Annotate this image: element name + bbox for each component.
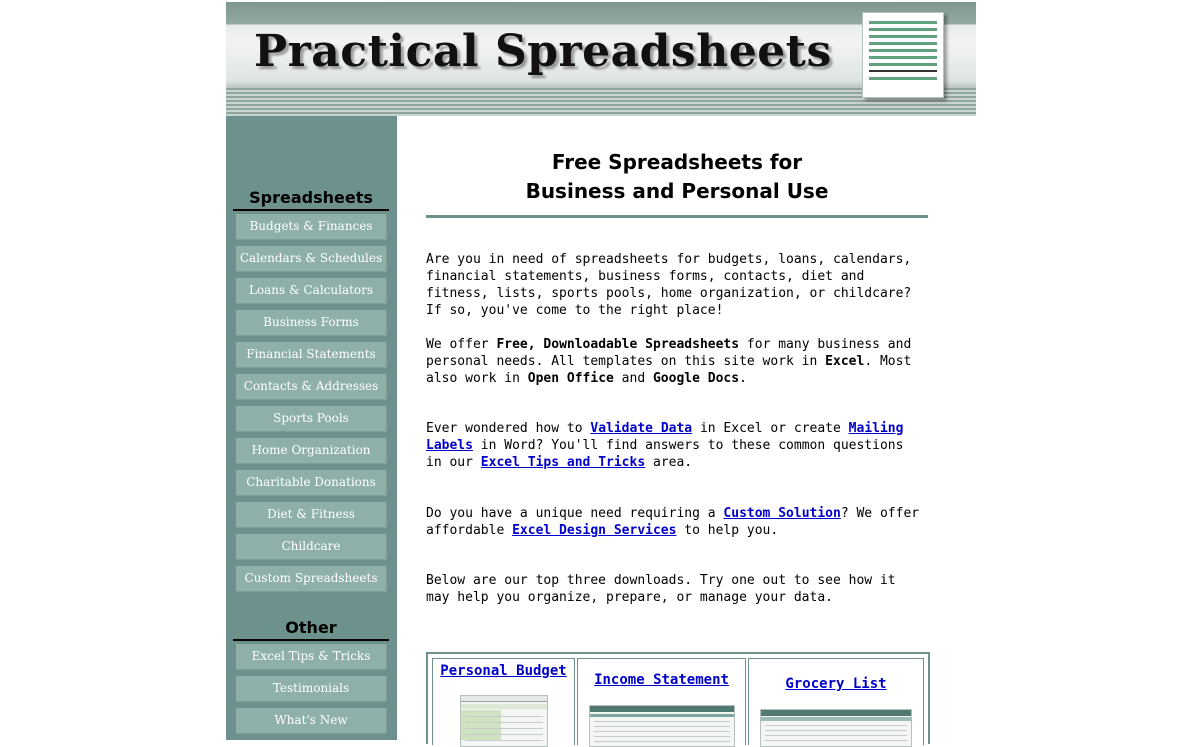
mailing-labels-link[interactable]: Mailing Labels — [426, 421, 904, 453]
downloads-paragraph: Below are our top three downloads. Try one out to see how it may help you organize, prepare, or manage your data. — [426, 573, 896, 605]
spreadsheet-logo-icon — [862, 12, 944, 98]
offer-bold-google-docs: Google Docs — [652, 371, 740, 386]
download-cell-income-statement — [577, 658, 746, 745]
page-title-line-2: Business and Personal Use — [525, 179, 829, 203]
sidebar-item-calendars-schedules[interactable]: Calendars & Schedules — [236, 246, 387, 272]
sidebar-item-testimonials[interactable]: Testimonials — [236, 676, 387, 702]
offer-bold-open-office: Open Office — [527, 371, 614, 386]
sidebar-item-contacts-addresses[interactable]: Contacts & Addresses — [236, 374, 387, 400]
site-header — [226, 2, 976, 116]
sidebar-nav — [226, 116, 397, 740]
offer-bold-free-downloadable: Free, Downloadable Spreadsheets — [496, 337, 740, 352]
tips-text-3: in Word? You'll find answers to these common questions in our — [426, 438, 904, 470]
offer-text-3: . Most also work in — [426, 354, 912, 386]
grocery-list-link[interactable]: Grocery List — [785, 676, 887, 692]
excel-tips-tricks-link[interactable]: Excel Tips and Tricks — [480, 455, 646, 470]
validate-data-link[interactable]: Validate Data — [590, 421, 693, 436]
sidebar-item-charitable-donations[interactable]: Charitable Donations — [236, 470, 387, 496]
sidebar-heading-other: Other — [233, 618, 389, 641]
sidebar-item-diet-fitness[interactable]: Diet & Fitness — [236, 502, 387, 528]
tips-text-4: area. — [645, 455, 693, 470]
top-downloads-table — [426, 652, 930, 744]
sidebar-item-sports-pools[interactable]: Sports Pools — [236, 406, 387, 432]
page-title-line-1: Free Spreadsheets for — [551, 150, 803, 174]
sidebar-item-home-organization[interactable]: Home Organization — [236, 438, 387, 464]
sidebar-item-custom-spreadsheets[interactable]: Custom Spreadsheets — [236, 566, 387, 592]
custom-text-3: to help you. — [676, 523, 779, 538]
page-container — [226, 2, 976, 740]
intro-paragraph: Are you in need of spreadsheets for budgets, loans, calendars, financial statements, business forms, contacts, diet and fitness, lists, sports pools, home organization, or childcare? If so, you've come to the right place! — [426, 252, 912, 318]
title-divider — [426, 215, 928, 218]
offer-text-4: and — [613, 371, 653, 386]
custom-paragraph — [426, 505, 926, 539]
sidebar-item-budgets-finances[interactable]: Budgets & Finances — [236, 214, 387, 240]
main-content — [397, 116, 976, 740]
tips-text-2: in Excel or create — [692, 421, 849, 436]
offer-text-1: We offer — [426, 337, 497, 352]
sidebar-item-loans-calculators[interactable]: Loans & Calculators — [236, 278, 387, 304]
sidebar-item-financial-statements[interactable]: Financial Statements — [236, 342, 387, 368]
offer-bold-excel: Excel — [825, 354, 865, 369]
grocery-list-thumbnail[interactable] — [760, 709, 912, 747]
tips-text-1: Ever wondered how to — [426, 421, 591, 436]
sidebar-item-childcare[interactable]: Childcare — [236, 534, 387, 560]
custom-solution-link[interactable]: Custom Solution — [723, 506, 841, 521]
download-cell-personal-budget — [432, 658, 575, 745]
sidebar-item-business-forms[interactable]: Business Forms — [236, 310, 387, 336]
income-statement-thumbnail[interactable] — [589, 705, 735, 747]
custom-text-2: ? We offer affordable — [426, 506, 920, 538]
offer-paragraph — [426, 336, 926, 387]
sidebar-item-whats-new[interactable]: What's New — [236, 708, 387, 734]
personal-budget-link[interactable]: Personal Budget — [440, 663, 567, 679]
sidebar-item-excel-tips[interactable]: Excel Tips & Tricks — [236, 644, 387, 670]
income-statement-link[interactable]: Income Statement — [594, 672, 729, 688]
offer-text-2: for many business and personal needs. All templates on this site work in — [426, 337, 912, 369]
tips-paragraph — [426, 420, 926, 471]
sidebar-heading-spreadsheets: Spreadsheets — [233, 188, 389, 211]
custom-text-1: Do you have a unique need requiring a — [426, 506, 724, 521]
site-logo-text[interactable]: Practical Spreadsheets — [254, 26, 832, 77]
personal-budget-thumbnail[interactable] — [460, 695, 548, 747]
excel-design-services-link[interactable]: Excel Design Services — [512, 523, 677, 538]
download-cell-grocery-list — [748, 658, 924, 745]
page-title — [426, 148, 928, 206]
offer-text-5: . — [739, 371, 747, 386]
